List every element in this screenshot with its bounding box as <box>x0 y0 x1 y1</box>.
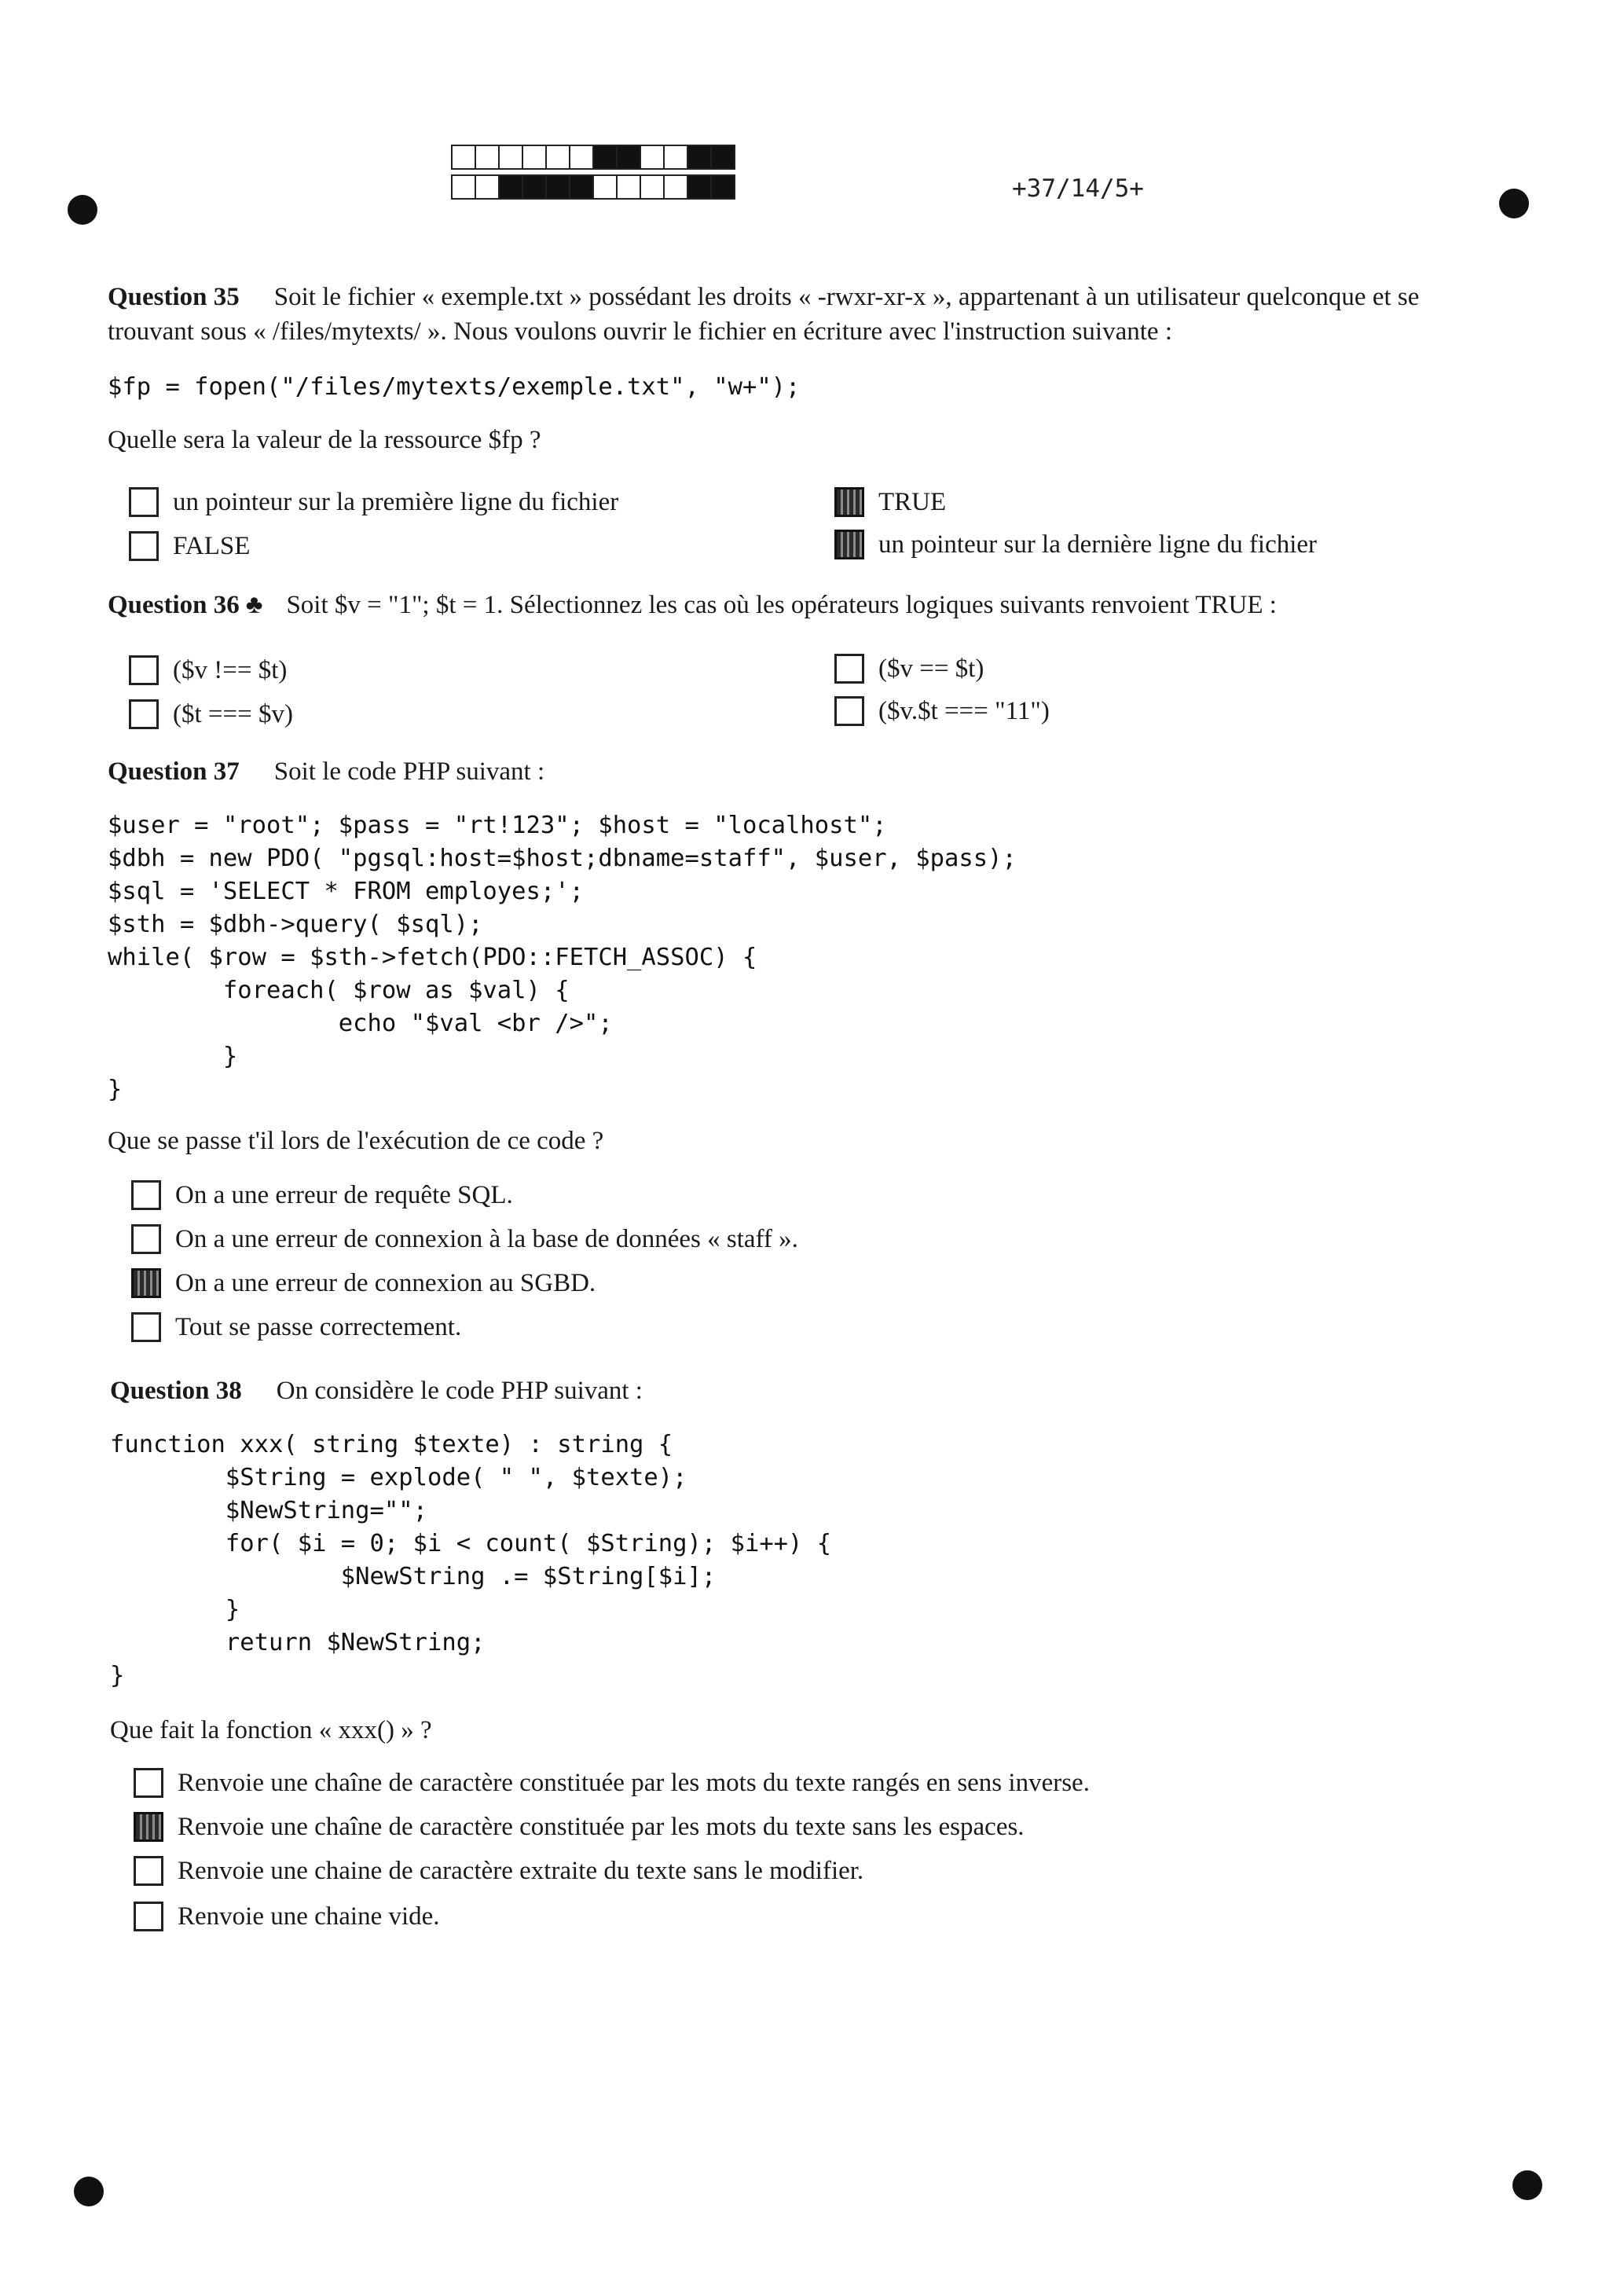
option-label: Renvoie une chaine vide. <box>178 1902 440 1931</box>
checkbox[interactable] <box>134 1768 163 1798</box>
question-label: Question 36 <box>108 591 240 619</box>
answer-option[interactable] <box>834 487 946 517</box>
checkbox[interactable] <box>131 1224 161 1254</box>
barcode-cell-filled <box>616 145 641 170</box>
barcode-cell-empty <box>663 145 688 170</box>
question-37 <box>108 754 1498 789</box>
option-label: Renvoie une chaîne de caractère constituée par les mots du texte rangés en sens inverse. <box>178 1768 1090 1797</box>
barcode-cell-empty <box>451 145 476 170</box>
question-prompt: Que fait la fonction « xxx() » ? <box>110 1716 432 1744</box>
option-label: un pointeur sur la dernière ligne du fichier <box>878 530 1318 559</box>
answer-option[interactable] <box>131 1312 461 1342</box>
checkbox-checked[interactable] <box>834 487 864 517</box>
checkbox[interactable] <box>129 531 159 561</box>
answer-option[interactable] <box>129 699 293 729</box>
answer-option[interactable] <box>134 1856 863 1886</box>
barcode-cell-filled <box>687 145 712 170</box>
barcode-cell-empty <box>498 145 523 170</box>
question-36 <box>108 588 1498 622</box>
barcode-cell-filled <box>545 174 570 200</box>
registration-dot-top-right <box>1499 189 1529 218</box>
question-intro: Soit le fichier « exemple.txt » possédant les droits « -rwxr-xr-x », appartenant à un utilisateur quelconque et se trouvant sous « /files/mytexts/ ». Nous voulons ouvrir le fichier en écriture avec l'instruction suivante : <box>108 283 1420 346</box>
barcode-cell-filled <box>522 174 547 200</box>
registration-dot-bottom-right <box>1512 2170 1542 2200</box>
barcode-cell-empty <box>640 174 665 200</box>
question-35 <box>108 280 1498 349</box>
code-block: $fp = fopen("/files/mytexts/exemple.txt", "w+"); <box>108 373 801 401</box>
checkbox-checked[interactable] <box>834 530 864 559</box>
club-icon: ♣ <box>245 591 263 619</box>
option-label: On a une erreur de connexion au SGBD. <box>175 1268 596 1297</box>
barcode-cell-empty <box>522 145 547 170</box>
registration-dot-bottom-left <box>74 2177 104 2206</box>
option-label: On a une erreur de connexion à la base de données « staff ». <box>175 1224 798 1253</box>
barcode-cell-empty <box>640 145 665 170</box>
option-label: TRUE <box>878 487 947 516</box>
checkbox[interactable] <box>129 487 159 517</box>
question-intro: Soit le code PHP suivant : <box>273 757 545 786</box>
barcode-cell-empty <box>451 174 476 200</box>
registration-dot-top-left <box>68 195 97 225</box>
checkbox-checked[interactable] <box>134 1812 163 1842</box>
checkbox[interactable] <box>834 654 864 684</box>
checkbox[interactable] <box>834 696 864 726</box>
barcode-row <box>451 174 734 200</box>
barcode-cell-filled <box>687 174 712 200</box>
option-label: ($v !== $t) <box>173 655 288 684</box>
page-barcode <box>451 145 734 204</box>
answer-option[interactable] <box>834 654 984 684</box>
question-label: Question 38 <box>110 1377 242 1405</box>
answer-option[interactable] <box>129 655 287 685</box>
question-label: Question 35 <box>108 283 240 311</box>
answer-option[interactable] <box>834 696 1050 726</box>
checkbox[interactable] <box>131 1180 161 1210</box>
answer-option[interactable] <box>131 1180 513 1210</box>
option-label: Renvoie une chaine de caractère extraite du texte sans le modifier. <box>178 1856 864 1885</box>
answer-option[interactable] <box>129 487 618 517</box>
checkbox[interactable] <box>129 655 159 685</box>
option-label: Tout se passe correctement. <box>175 1312 462 1341</box>
barcode-row <box>451 145 734 170</box>
question-38 <box>110 1374 1501 1408</box>
checkbox-checked[interactable] <box>131 1268 161 1298</box>
question-prompt: Que se passe t'il lors de l'exécution de ce code ? <box>108 1127 604 1155</box>
option-label: ($t === $v) <box>173 699 293 728</box>
option-label: Renvoie une chaîne de caractère constituée par les mots du texte sans les espaces. <box>178 1812 1025 1841</box>
barcode-cell-filled <box>710 145 735 170</box>
answer-option[interactable] <box>129 531 250 561</box>
checkbox[interactable] <box>131 1312 161 1342</box>
checkbox[interactable] <box>134 1856 163 1886</box>
barcode-cell-empty <box>616 174 641 200</box>
barcode-cell-empty <box>475 174 500 200</box>
option-label: FALSE <box>173 531 251 560</box>
answer-option[interactable] <box>134 1812 1025 1842</box>
code-block: function xxx( string $texte) : string { $String = explode( " ", $texte); $NewString=""; for( $i = 0; $i < count( $String); $i++) { $NewString .= $String[$i]; } return $NewString; } <box>110 1431 832 1689</box>
option-label: ($v.$t === "11") <box>878 696 1050 725</box>
answer-option[interactable] <box>834 530 1317 559</box>
checkbox[interactable] <box>129 699 159 729</box>
barcode-cell-empty <box>545 145 570 170</box>
option-label: On a une erreur de requête SQL. <box>175 1180 513 1209</box>
barcode-cell-filled <box>498 174 523 200</box>
code-block: $user = "root"; $pass = "rt!123"; $host = "localhost"; $dbh = new PDO( "pgsql:host=$host;dbname=staff", $user, $pass); $sql = 'SELECT * FROM employes;'; $sth = $dbh->query( $sql); while( $row = $sth->fetch(PDO::FETCH_ASSOC) { foreach( $row as $val) { echo "$val <br />"; } } <box>108 812 1017 1103</box>
barcode-cell-filled <box>592 145 618 170</box>
barcode-cell-empty <box>663 174 688 200</box>
question-prompt: Quelle sera la valeur de la ressource $fp ? <box>108 426 541 454</box>
checkbox[interactable] <box>134 1902 163 1931</box>
barcode-cell-filled <box>569 174 594 200</box>
answer-option[interactable] <box>131 1268 596 1298</box>
question-intro: On considère le code PHP suivant : <box>276 1377 643 1405</box>
barcode-cell-empty <box>592 174 618 200</box>
barcode-cell-empty <box>569 145 594 170</box>
page-identifier: +37/14/5+ <box>1012 174 1144 203</box>
question-intro: Soit $v = "1"; $t = 1. Sélectionnez les cas où les opérateurs logiques suivants renvoient TRUE : <box>286 591 1277 619</box>
barcode-cell-empty <box>475 145 500 170</box>
answer-option[interactable] <box>134 1768 1090 1798</box>
option-label: un pointeur sur la première ligne du fichier <box>173 487 619 516</box>
question-label: Question 37 <box>108 757 240 786</box>
answer-option[interactable] <box>134 1902 440 1931</box>
option-label: ($v == $t) <box>878 654 984 683</box>
barcode-cell-filled <box>710 174 735 200</box>
answer-option[interactable] <box>131 1224 798 1254</box>
